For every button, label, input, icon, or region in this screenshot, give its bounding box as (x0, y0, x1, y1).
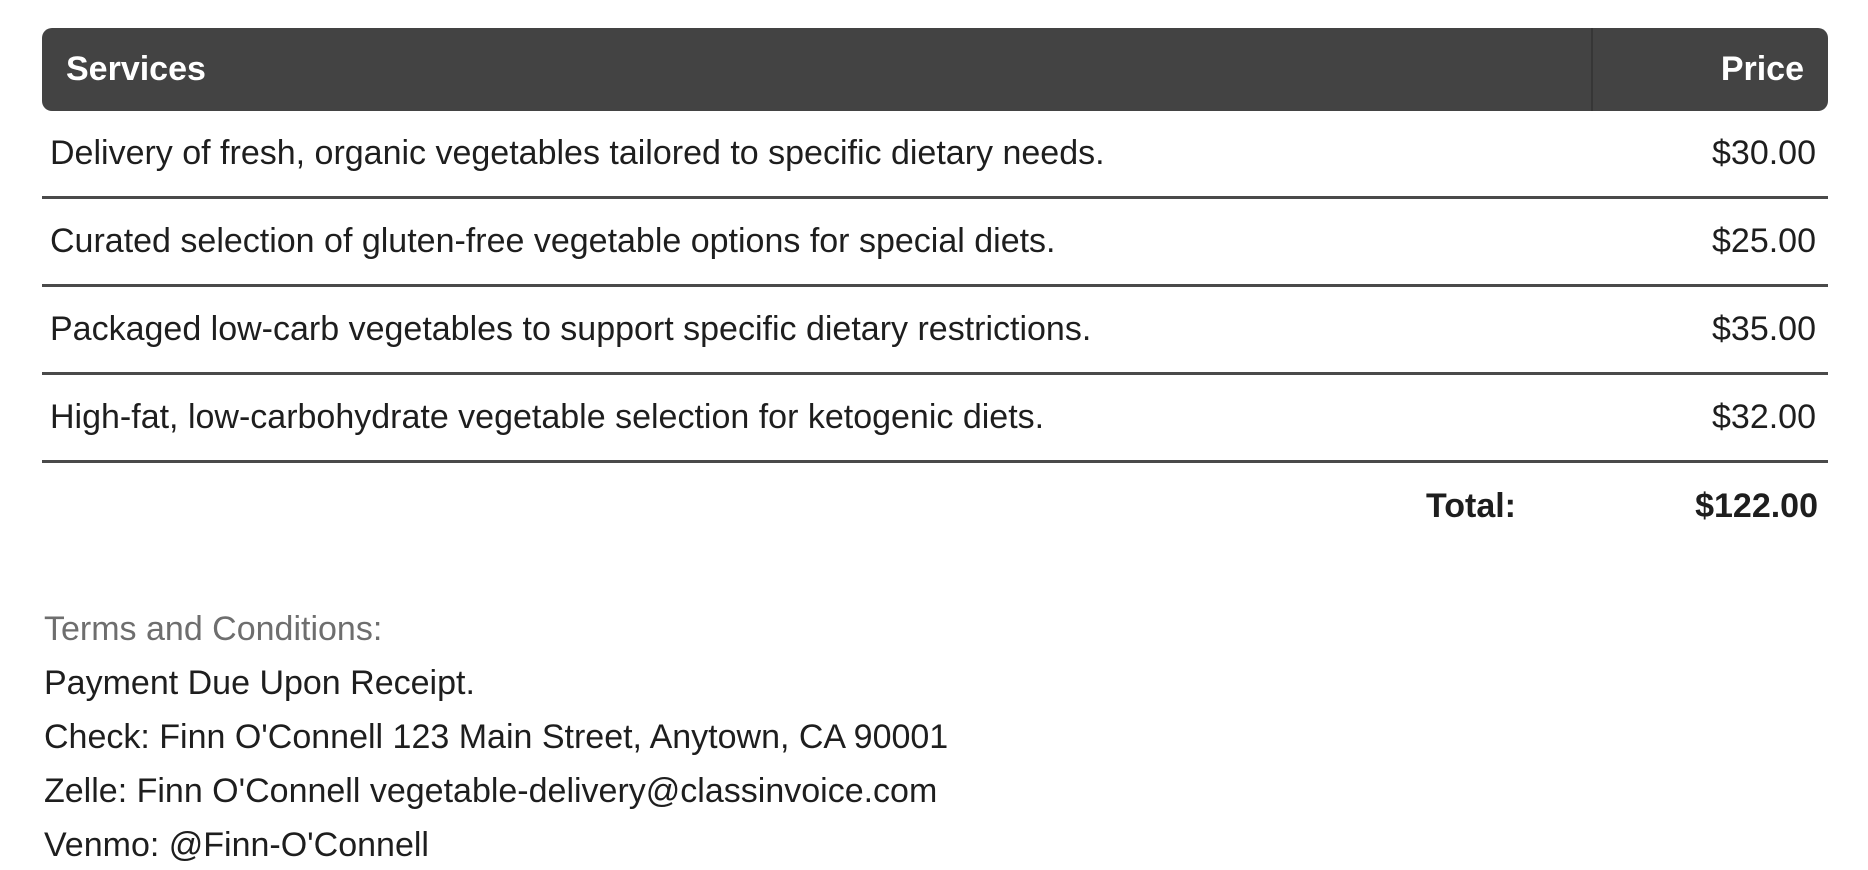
terms-lines (44, 656, 1828, 870)
terms-line: Venmo: @Finn-O'Connell (44, 826, 429, 864)
total-row (42, 462, 1828, 553)
services-column-header: Services (42, 28, 1592, 111)
table-row (42, 111, 1828, 198)
table-row (42, 374, 1828, 462)
services-table-body (42, 111, 1828, 462)
total-label: Total: (1425, 487, 1516, 525)
terms-line: Zelle: Finn O'Connell vegetable-delivery@classinvoice.com (44, 772, 938, 810)
services-table-header (42, 28, 1828, 111)
header-row (42, 28, 1828, 111)
table-row (42, 286, 1828, 374)
table-row (42, 198, 1828, 286)
service-price: $30.00 (1592, 111, 1828, 198)
price-column-header: Price (1592, 28, 1828, 111)
services-table-footer (42, 462, 1828, 553)
terms-line: Check: Finn O'Connell 123 Main Street, Anytown, CA 90001 (44, 718, 949, 756)
service-description: High-fat, low-carbohydrate vegetable selection for ketogenic diets. (42, 374, 1592, 462)
services-table (42, 28, 1828, 552)
service-description: Packaged low-carb vegetables to support specific dietary restrictions. (42, 286, 1592, 374)
service-description: Curated selection of gluten-free vegetable options for special diets. (42, 198, 1592, 286)
service-price: $25.00 (1592, 198, 1828, 286)
total-value: $122.00 (1695, 487, 1818, 525)
terms-heading: Terms and Conditions: (44, 610, 383, 648)
service-price: $32.00 (1592, 374, 1828, 462)
terms-section (42, 602, 1828, 870)
terms-line: Payment Due Upon Receipt. (44, 664, 475, 702)
service-description: Delivery of fresh, organic vegetables tailored to specific dietary needs. (42, 111, 1592, 198)
service-price: $35.00 (1592, 286, 1828, 374)
